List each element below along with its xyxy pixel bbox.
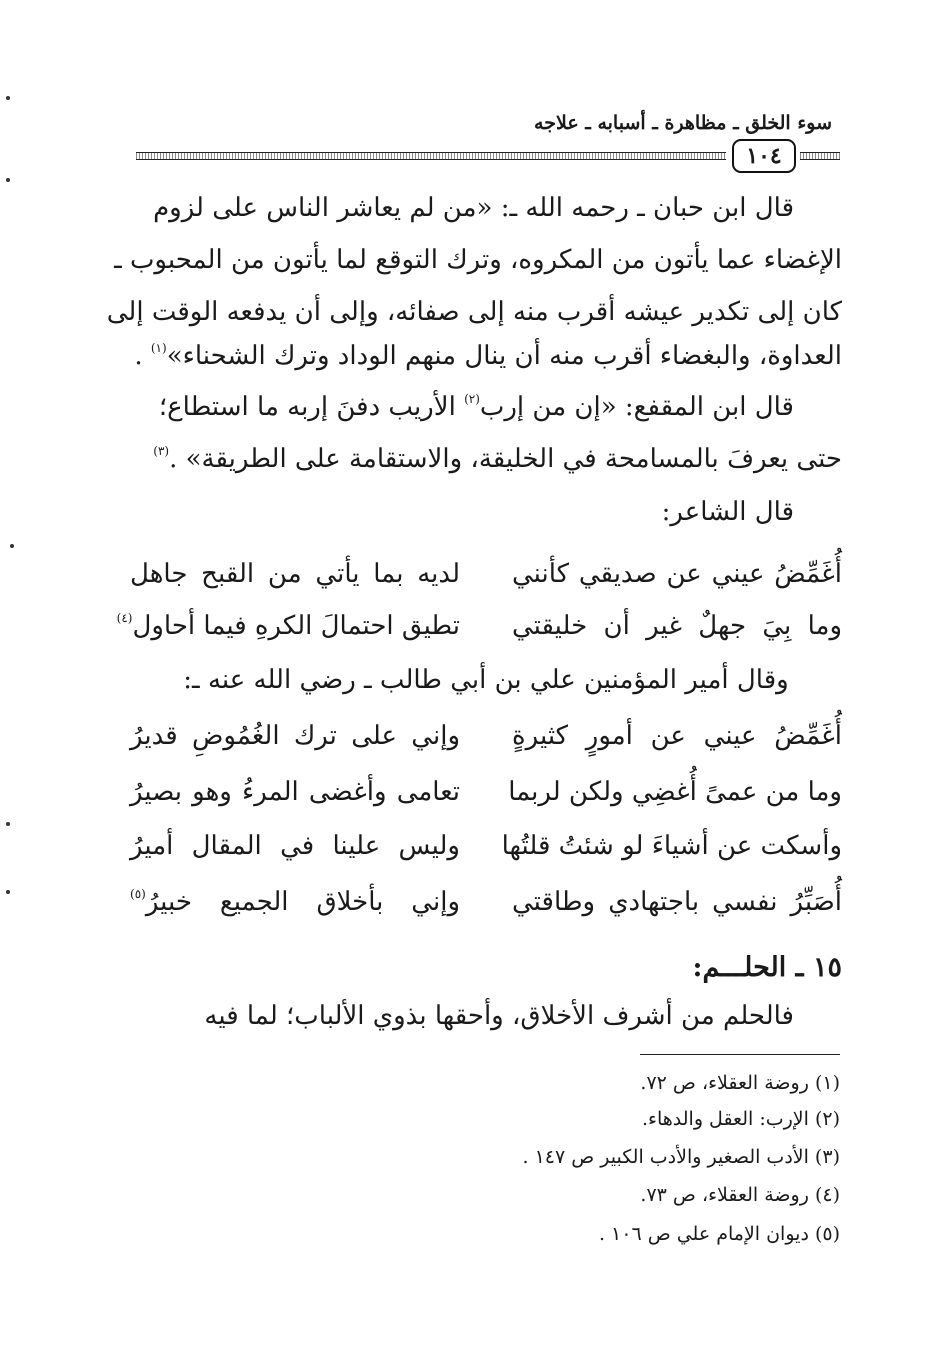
verse-first-hemistich: أُغَمِّضُ عيني عن صديقي كأنني <box>512 559 842 589</box>
page-number: ١٠٤ <box>732 139 796 173</box>
paragraph-text: العداوة، والبغضاء أقرب منه أن ينال منهم الوداد وترك الشحناء» <box>166 341 842 371</box>
verse-first-hemistich: وما بِيَ جهلٌ غير أن خليقتي <box>512 611 842 641</box>
footnote-ref: (٥) <box>130 887 146 901</box>
paragraph-line: كان إلى تكدير عيشه أقرب منه إلى صفائه، وإلى أن يدفعه الوقت إلى <box>106 297 842 327</box>
paragraph-line <box>130 381 842 433</box>
header-rule <box>136 152 726 160</box>
verse-row <box>116 600 842 652</box>
paragraph-text: . <box>134 341 151 371</box>
footnote-ref: (٣) <box>153 444 170 458</box>
running-header-title: سوء الخلق ـ مظاهرة ـ أسبابه ـ علاجه <box>534 112 832 134</box>
footnote-separator <box>640 1054 840 1055</box>
verse-second-hemistich: تعامى وأغضى المرءُ وهو بصيرُ <box>130 777 460 807</box>
verse-first-hemistich: أُغَمِّضُ عيني عن أمورٍ كثيرةٍ <box>512 721 842 751</box>
verse-text: وإني بأخلاق الجميع خبيرُ <box>145 887 460 917</box>
verse-first-hemistich: أُصَبِّرُ نفسي باجتهادي وطاقتي <box>512 887 842 917</box>
verse-first-hemistich: وأسكت عن أشياءَ لو شئتُ قلتُها <box>501 831 842 861</box>
paragraph-line: فالحلم من أشرف الأخلاق، وأحقها بذوي الألباب؛ لما فيه <box>204 1001 794 1031</box>
verse-row <box>130 876 842 928</box>
paragraph-line: قال الشاعر: <box>661 497 794 527</box>
footnote-ref: (١) <box>150 341 167 355</box>
verse-second-hemistich <box>130 876 460 928</box>
verse-row <box>130 820 842 872</box>
paragraph-line: الإغضاء عما يأتون من المكروه، وترك التوقع لما يأتون من المحبوب ـ <box>114 245 842 275</box>
verse-text: تطيق احتمالَ الكرهِ فيما أحاول <box>132 611 460 641</box>
verse-first-hemistich: وما من عمىً أُغضِي ولكن لربما <box>508 777 842 807</box>
scan-mark <box>10 544 14 548</box>
paragraph-text: قال ابن المقفع: «إن من إرب <box>479 392 794 422</box>
footnote: (٣) الأدب الصغير والأدب الكبير ص ١٤٧ . <box>522 1146 840 1168</box>
paragraph-line <box>130 330 842 382</box>
footnote: (٢) الإرب: العقل والدهاء. <box>642 1108 840 1130</box>
verse-row <box>130 766 842 818</box>
scan-mark <box>6 96 10 100</box>
verse-row <box>130 710 842 762</box>
verse-second-hemistich: لديه بما يأتي من القبح جاهل <box>130 559 460 589</box>
footnote: (٤) روضة العقلاء، ص ٧٣. <box>640 1184 840 1206</box>
verse-second-hemistich: وإني على ترك الغُمُوضِ قديرُ <box>130 721 460 751</box>
paragraph-text: حتى يعرفَ بالمسامحة في الخليقة، والاستقامة على الطريقة» . <box>169 444 842 474</box>
header-rule <box>800 152 840 160</box>
section-heading: ١٥ ـ الحلـــم: <box>692 952 842 983</box>
paragraph-line <box>130 433 842 485</box>
footnote-ref: (٤) <box>116 611 133 625</box>
scan-mark <box>6 890 10 894</box>
scan-mark <box>6 822 10 826</box>
footnote: (٥) ديوان الإمام علي ص ١٠٦ . <box>598 1223 840 1245</box>
footnote-ref: (٢) <box>464 392 480 406</box>
paragraph-text: الأريب دفنَ إربه ما استطاع؛ <box>158 392 465 422</box>
verse-second-hemistich <box>116 600 460 652</box>
scan-mark <box>6 178 10 182</box>
footnote: (١) روضة العقلاء، ص ٧٢. <box>640 1072 840 1094</box>
verse-second-hemistich: وليس علينا في المقال أميرُ <box>130 831 460 861</box>
verse-row <box>130 548 842 600</box>
verse-intro: وقال أمير المؤمنين علي بن أبي طالب ـ رضي الله عنه ـ: <box>183 665 789 695</box>
paragraph-line: قال ابن حبان ـ رحمه الله ـ: «من لم يعاشر الناس على لزوم <box>153 193 794 223</box>
